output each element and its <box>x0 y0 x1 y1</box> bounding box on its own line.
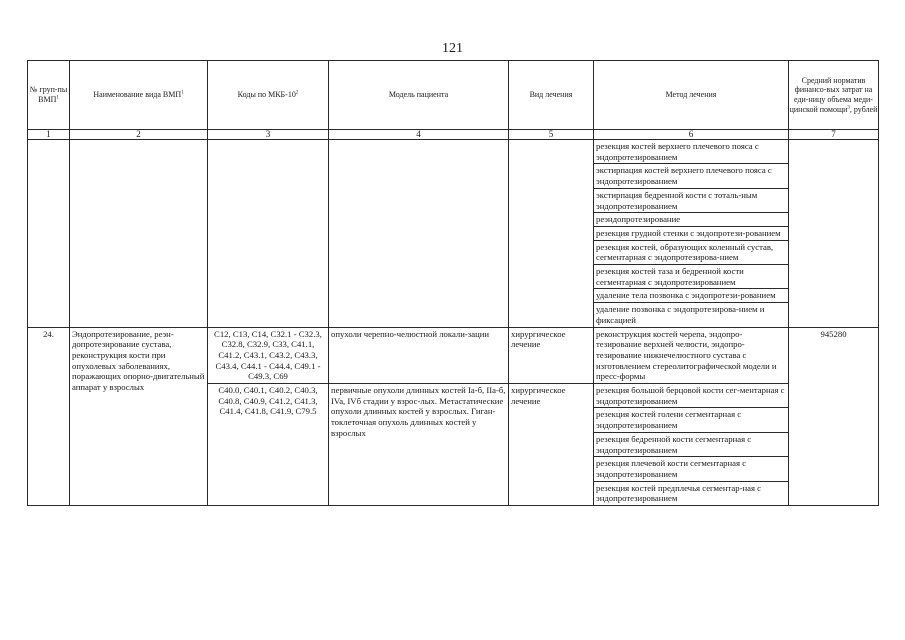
method-item: резекция костей верхнего плечевого пояса с эндопротезированием <box>594 140 788 164</box>
method-item: резекция костей, образующих коленный сустав, сегментарная с эндопротезирова-нием <box>594 240 788 264</box>
method-item: удаление тела позвонка с эндопротези-рованием <box>594 289 788 303</box>
header-group-number: № груп-пы ВМП$^1$ <box>28 61 70 130</box>
col-number: 7 <box>789 130 879 140</box>
method-item: резекция костей таза и бедренной кости сегментарная с эндопротезированием <box>594 265 788 289</box>
col-number: 6 <box>594 130 789 140</box>
header-row <box>28 61 879 130</box>
header-cost: Средний норматив финансо-вых затрат на еди-ницу объема меди-цинской помощи$^3$, рублей <box>789 61 879 130</box>
group-24-row-a <box>28 327 879 384</box>
header-treatment-method: Метод лечения <box>594 61 789 130</box>
col-number: 5 <box>509 130 594 140</box>
header-treatment-type: Вид лечения <box>509 61 594 130</box>
page-number: 121 <box>442 41 463 56</box>
header-patient-model: Модель пациента <box>329 61 509 130</box>
vmp-name: Эндопротезирование, реэн-допротезирование сустава, реконструкция кости при опухолевых заболеваниях, поражающих опорно-двигательный аппарат у взрослых <box>70 327 208 506</box>
col-number: 3 <box>208 130 329 140</box>
treatment-type: хирургическое лечение <box>509 384 594 506</box>
continuation-methods <box>594 140 789 328</box>
group-number: 24. <box>28 327 70 506</box>
header-vmp-name: Наименование вида ВМП$^1$ <box>70 61 208 130</box>
col-number: 4 <box>329 130 509 140</box>
patient-model: первичные опухоли длинных костей Ia-б, IIa-б, IVa, IVб стадии у взрос-лых. Метастатические опухоли длинных костей у взрослых. Гиган-токлеточная опухоль длинных костей у взрослых <box>329 384 509 506</box>
method-item: резекция бедренной кости сегментарная с эндопротезированием <box>594 432 788 456</box>
method-item: резекция большой берцовой кости сег-ментарная с эндопротезированием <box>594 384 788 408</box>
method-item: резекция костей предплечья сегментар-ная с эндопротезированием <box>596 482 762 504</box>
patient-model: опухоли черепно-челюстной локали-зации <box>329 327 509 384</box>
treatment-method: реконструкция костей черепа, эндопро-тезирование верхней челюсти, эндопро-тезирование нижнечелюстного сустава с изготовлением стереолитографической модели и пресс-формы <box>594 327 789 384</box>
method-item: экстирпация костей верхнего плечевого пояса с эндопротезированием <box>594 164 788 188</box>
continuation-row <box>28 140 879 328</box>
col-number: 2 <box>70 130 208 140</box>
method-item: резекция плечевой кости сегментарная с эндопротезированием <box>594 457 788 481</box>
method-item: экстирпация бедренной кости с тоталь-ным эндопротезированием <box>594 188 788 212</box>
treatment-type: хирургическое лечение <box>509 327 594 384</box>
method-item: реэндопротезирование <box>594 213 788 227</box>
icd-codes: C12, C13, C14, C32.1 - C32.3, C32.8, C32.9, C33, C41.1, C41.2, C43.1, C43.2, C43.3, C43.4, C44.1 - C44.4, C49.1 - C49.3, C69 <box>208 327 329 384</box>
cost-value: 945280 <box>789 327 879 506</box>
method-item: удаление позвонка с эндопротезирова-нием и фиксацией <box>596 304 765 325</box>
vmp-table <box>27 60 879 506</box>
column-numbers-row <box>28 130 879 140</box>
header-icd-codes: Коды по МКБ-$10^2$ <box>208 61 329 130</box>
method-item: резекция костей голени сегментарная с эндопротезированием <box>594 408 788 432</box>
col-number: 1 <box>28 130 70 140</box>
treatment-methods <box>594 384 789 506</box>
method-item: резекция грудной стенки с эндопротези-рованием <box>594 226 788 240</box>
icd-codes: C40.0, C40.1, C40.2, C40.3, C40.8, C40.9, C41.2, C41.3, C41.4, C41.8, C41.9, C79.5 <box>208 384 329 506</box>
